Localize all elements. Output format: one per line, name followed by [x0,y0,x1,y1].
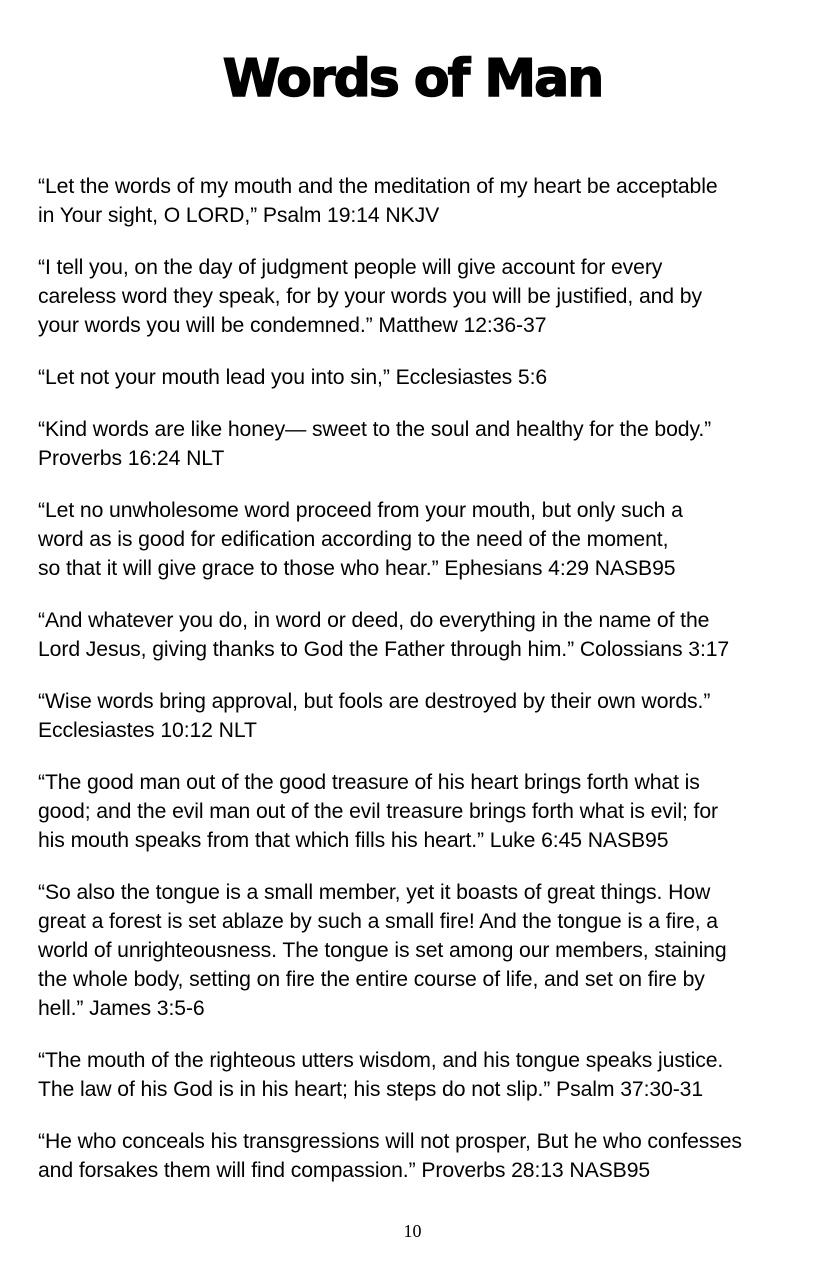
verse-line: and forsakes them will find compassion.” Proverbs 28:13 NASB95 [38,1159,651,1182]
verse-line: “Let not your mouth lead you into sin,” Ecclesiastes 5:6 [38,366,548,389]
verse-list [38,172,790,1208]
verse-colossians-3-17 [38,606,790,664]
verse-psalm-19-14 [38,172,790,230]
verse-line: his mouth speaks from that which fills his heart.” Luke 6:45 NASB95 [38,829,669,852]
verse-line: Proverbs 16:24 NLT [38,447,225,470]
verse-ecclesiastes-5-6 [38,363,790,392]
verse-line: “So also the tongue is a small member, yet it boasts of great things. How [38,881,711,904]
verse-james-3-5 [38,878,790,1023]
verse-line: The law of his God is in his heart; his steps do not slip.” Psalm 37:30-31 [38,1078,704,1101]
verse-line: word as is good for edification according to the need of the moment, [38,528,669,551]
page-number: 10 [403,1221,422,1241]
verse-line: “And whatever you do, in word or deed, do everything in the name of the [38,609,710,632]
verse-line: in Your sight, O LORD,” Psalm 19:14 NKJV [38,204,440,227]
verse-line: great a forest is set ablaze by such a small fire! And the tongue is a fire, a [38,910,718,933]
verse-line: world of unrighteousness. The tongue is set among our members, staining [38,939,727,962]
page-title: Words of Man [222,49,603,109]
verse-psalm-37-30 [38,1046,790,1104]
verse-line: “The mouth of the righteous utters wisdom, and his tongue speaks justice. [38,1049,724,1072]
verse-line: “Let the words of my mouth and the meditation of my heart be acceptable [38,175,718,198]
verse-line: “Let no unwholesome word proceed from your mouth, but only such a [38,499,683,522]
verse-line: “Kind words are like honey— sweet to the soul and healthy for the body.” [38,418,712,441]
verse-ecclesiastes-10-12 [38,687,790,745]
verse-luke-6-45 [38,768,790,855]
verse-ephesians-4-29 [38,496,790,583]
verse-line: “I tell you, on the day of judgment people will give account for every [38,256,663,279]
verse-line: “He who conceals his transgressions will not prosper, But he who confesses [38,1130,742,1153]
verse-line: “The good man out of the good treasure of his heart brings forth what is [38,771,700,794]
verse-line: Ecclesiastes 10:12 NLT [38,719,257,742]
verse-line: your words you will be condemned.” Matthew 12:36-37 [38,314,547,337]
verse-line: the whole body, setting on fire the entire course of life, and set on fire by [38,968,705,991]
verse-line: careless word they speak, for by your words you will be justified, and by [38,285,702,308]
verse-line: good; and the evil man out of the evil treasure brings forth what is evil; for [38,800,718,823]
verse-line: “Wise words bring approval, but fools are destroyed by their own words.” [38,690,711,713]
verse-line: so that it will give grace to those who hear.” Ephesians 4:29 NASB95 [38,557,676,580]
verse-proverbs-16-24 [38,415,790,473]
verse-matthew-12-36 [38,253,790,340]
verse-line: Lord Jesus, giving thanks to God the Father through him.” Colossians 3:17 [38,638,730,661]
verse-proverbs-28-13 [38,1127,790,1185]
verse-line: hell.” James 3:5-6 [38,997,205,1020]
